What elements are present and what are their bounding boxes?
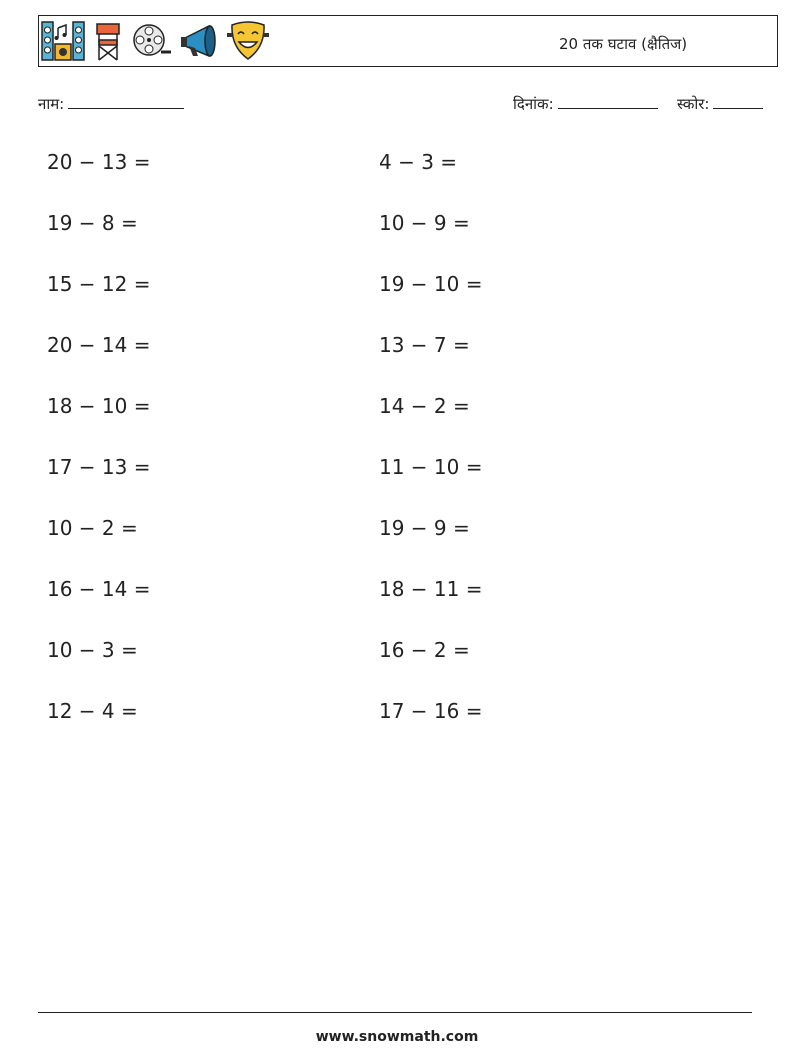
name-line <box>68 94 184 109</box>
problem-right-1: 4 − 3 = <box>379 150 458 174</box>
speakers-icon <box>41 20 85 62</box>
problem-left-3: 15 − 12 = <box>47 272 151 296</box>
footer-divider <box>38 1012 752 1013</box>
score-line <box>713 94 763 109</box>
problem-right-3: 19 − 10 = <box>379 272 483 296</box>
problem-right-9: 16 − 2 = <box>379 638 470 662</box>
worksheet-title: 20 तक घटाव (क्षैतिज) <box>559 35 688 53</box>
score-label: स्कोर: <box>677 95 710 113</box>
name-label: नाम: <box>38 95 65 113</box>
problem-right-2: 10 − 9 = <box>379 211 470 235</box>
name-field <box>38 94 184 114</box>
theater-mask-icon <box>227 19 269 63</box>
film-reel-icon <box>131 20 173 62</box>
date-label: दिनांक: <box>513 95 554 113</box>
problem-left-10: 12 − 4 = <box>47 699 138 723</box>
director-chair-icon <box>91 20 125 62</box>
megaphone-icon <box>179 20 221 62</box>
problem-left-5: 18 − 10 = <box>47 394 151 418</box>
problem-right-7: 19 − 9 = <box>379 516 470 540</box>
problem-right-4: 13 − 7 = <box>379 333 470 357</box>
header-icons <box>41 18 269 64</box>
problem-right-10: 17 − 16 = <box>379 699 483 723</box>
problem-right-6: 11 − 10 = <box>379 455 483 479</box>
problem-right-8: 18 − 11 = <box>379 577 483 601</box>
header-box <box>38 15 778 67</box>
problem-left-6: 17 − 13 = <box>47 455 151 479</box>
problem-left-2: 19 − 8 = <box>47 211 138 235</box>
problem-left-7: 10 − 2 = <box>47 516 138 540</box>
problem-left-4: 20 − 14 = <box>47 333 151 357</box>
date-line <box>558 94 658 109</box>
problem-left-8: 16 − 14 = <box>47 577 151 601</box>
score-field <box>677 94 763 114</box>
date-field <box>513 94 658 114</box>
problem-left-1: 20 − 13 = <box>47 150 151 174</box>
footer-url[interactable]: www.snowmath.com <box>315 1029 479 1045</box>
problem-right-5: 14 − 2 = <box>379 394 470 418</box>
problem-left-9: 10 − 3 = <box>47 638 138 662</box>
